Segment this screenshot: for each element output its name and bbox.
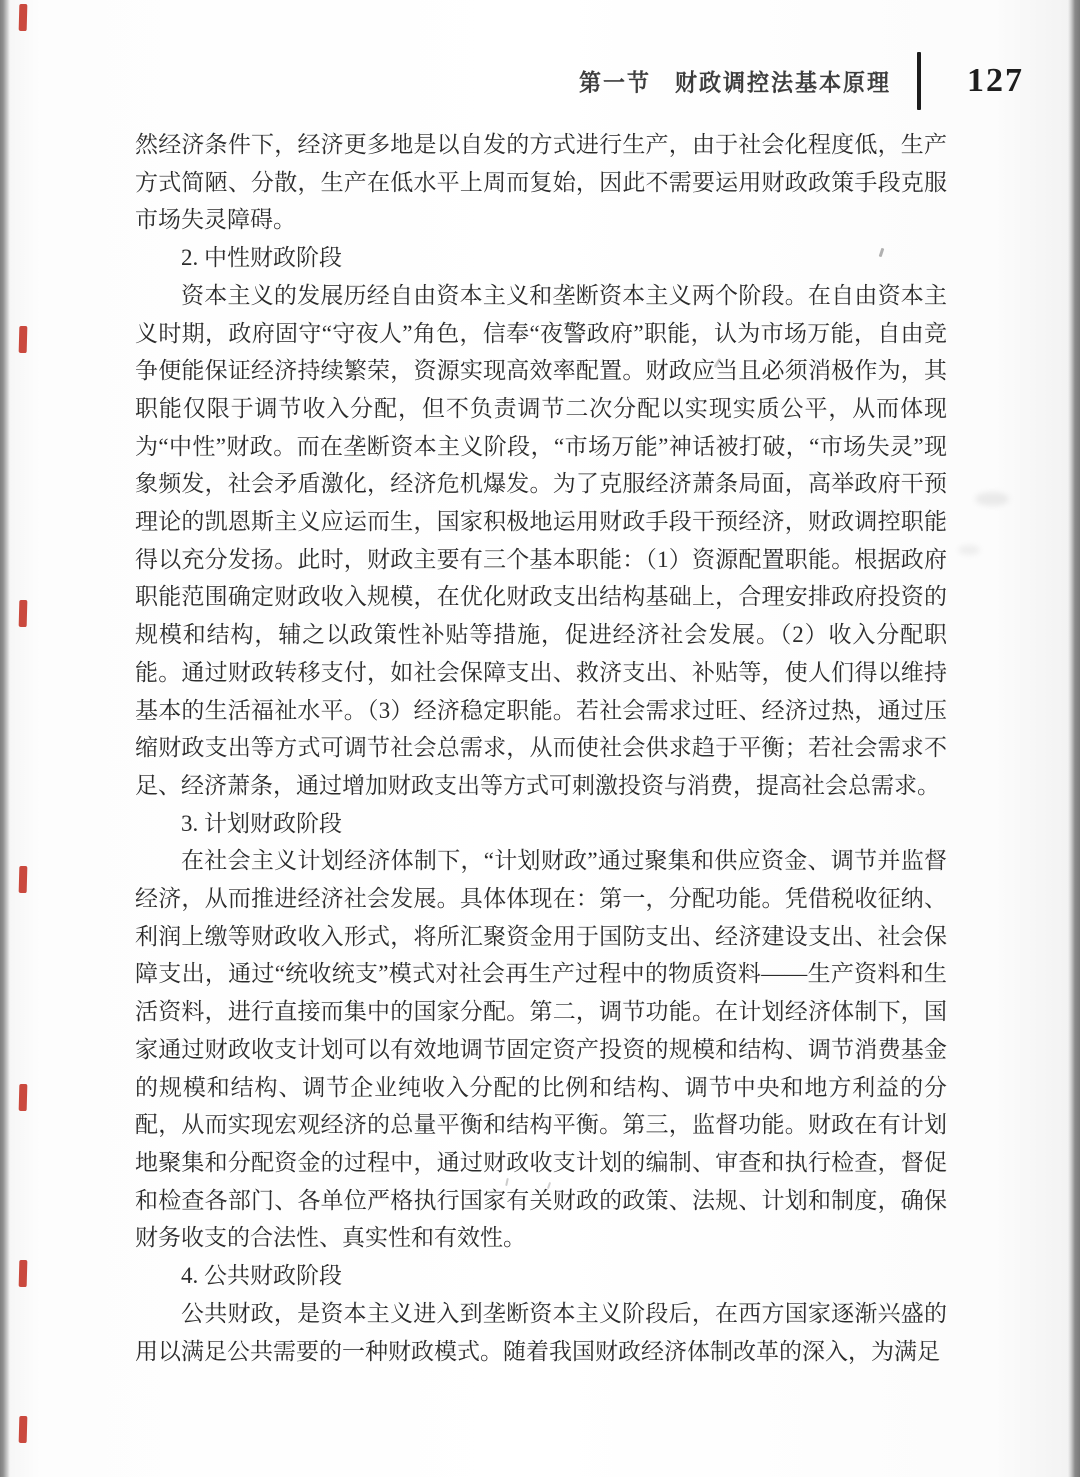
red-edge-mark xyxy=(19,1416,28,1443)
page-number: 127 xyxy=(967,62,1024,99)
paragraph-public-finance: 公共财政，是资本主义进入到垄断资本主义阶段后，在西方国家逐渐兴盛的用以满足公共需要的一种财政模式。随着我国财政经济体制改革的深入，为满足 xyxy=(135,1300,947,1364)
red-edge-mark xyxy=(19,4,28,31)
scan-speck xyxy=(640,172,644,175)
red-edge-mark xyxy=(19,600,28,627)
heading-public-finance-stage: 4. 公共财政阶段 xyxy=(181,1263,342,1289)
red-edge-mark xyxy=(19,1084,28,1111)
heading-neutral-finance-stage: 2. 中性财政阶段 xyxy=(181,245,342,271)
paragraph-neutral-finance: 资本主义的发展历经自由资本主义和垄断资本主义两个阶段。在自由资本主义时期，政府固守“守夜人”角色，信奉“夜警政府”职能，认为市场万能，自由竞争便能保证经济持续繁荣，资源实现高效率配置。财政应当且必须消极作为，其职能仅限于调节收入分配，但不负责调节二次分配以实现实质公平，从而体现为“中性”财政。而在垄断资本主义阶段，“市场万能”神话被打破，“市场失灵”现象频发，社会矛盾激化，经济危机爆发。为了克服经济萧条局面，高举政府干预理论的凯恩斯主义应运而生，国家积极地运用财政手段干预经济，财政调控职能得以充分发扬。此时，财政主要有三个基本职能：（1）资源配置职能。根据政府职能范围确定财政收入规模，在优化财政支出结构基础上，合理安排政府投资的规模和结构，辅之以政策性补贴等措施，促进经济社会发展。（2）收入分配职能。通过财政转移支付，如社会保障支出、救济支出、补贴等，使人们得以维持基本的生活福祉水平。（3）经济稳定职能。若社会需求过旺、经济过热，通过压缩财政支出等方式可调节社会总需求，从而使社会供求趋于平衡；若社会需求不足、经济萧条，通过增加财政支出等方式可刺激投资与消费，提高社会总需求。 xyxy=(135,282,947,798)
header-divider-bar xyxy=(917,52,921,110)
paragraph-planned-finance: 在社会主义计划经济体制下，“计划财政”通过聚集和供应资金、调节并监督经济，从而推进经济社会发展。具体体现在：第一，分配功能。凭借税收征纳、利润上缴等财政收入形式，将所汇聚资金用于国防支出、经济建设支出、社会保障支出，通过“统收统支”模式对社会再生产过程中的物质资料——生产资料和生活资料，进行直接而集中的国家分配。第二，调节功能。在计划经济体制下，国家通过财政收支计划可以有效地调节固定资产投资的规模和结构、调节消费基金的规模和结构、调节企业纯收入分配的比例和结构、调节中央和地方利益的分配，从而实现宏观经济的总量平衡和结构平衡。第三，监督功能。财政在有计划地聚集和分配资金的过程中，通过财政收支计划的编制、审查和执行检查，督促和检查各部门、各单位严格执行国家有关财政的政策、法规、计划和制度，确保财务收支的合法性、真实性和有效性。 xyxy=(135,848,947,1251)
paragraph-continuation: 然经济条件下，经济更多地是以自发的方式进行生产，由于社会化程度低，生产方式简陋、分散，生产在低水平上周而复始，因此不需要运用财政政策手段克服市场失灵障碍。 xyxy=(135,132,947,233)
red-edge-mark xyxy=(19,326,28,353)
red-edge-mark xyxy=(19,866,28,893)
heading-planned-finance-stage: 3. 计划财政阶段 xyxy=(181,810,342,836)
page-left-scan-edge xyxy=(0,0,10,1477)
page-right-scan-edge xyxy=(1068,0,1080,1477)
red-edge-mark xyxy=(19,1260,28,1287)
scan-smudge xyxy=(975,492,1009,506)
page-body-text xyxy=(135,126,947,1370)
running-header xyxy=(0,52,1042,110)
scan-smudge xyxy=(958,545,980,555)
section-title: 第一节 财政调控法基本原理 xyxy=(578,68,891,96)
